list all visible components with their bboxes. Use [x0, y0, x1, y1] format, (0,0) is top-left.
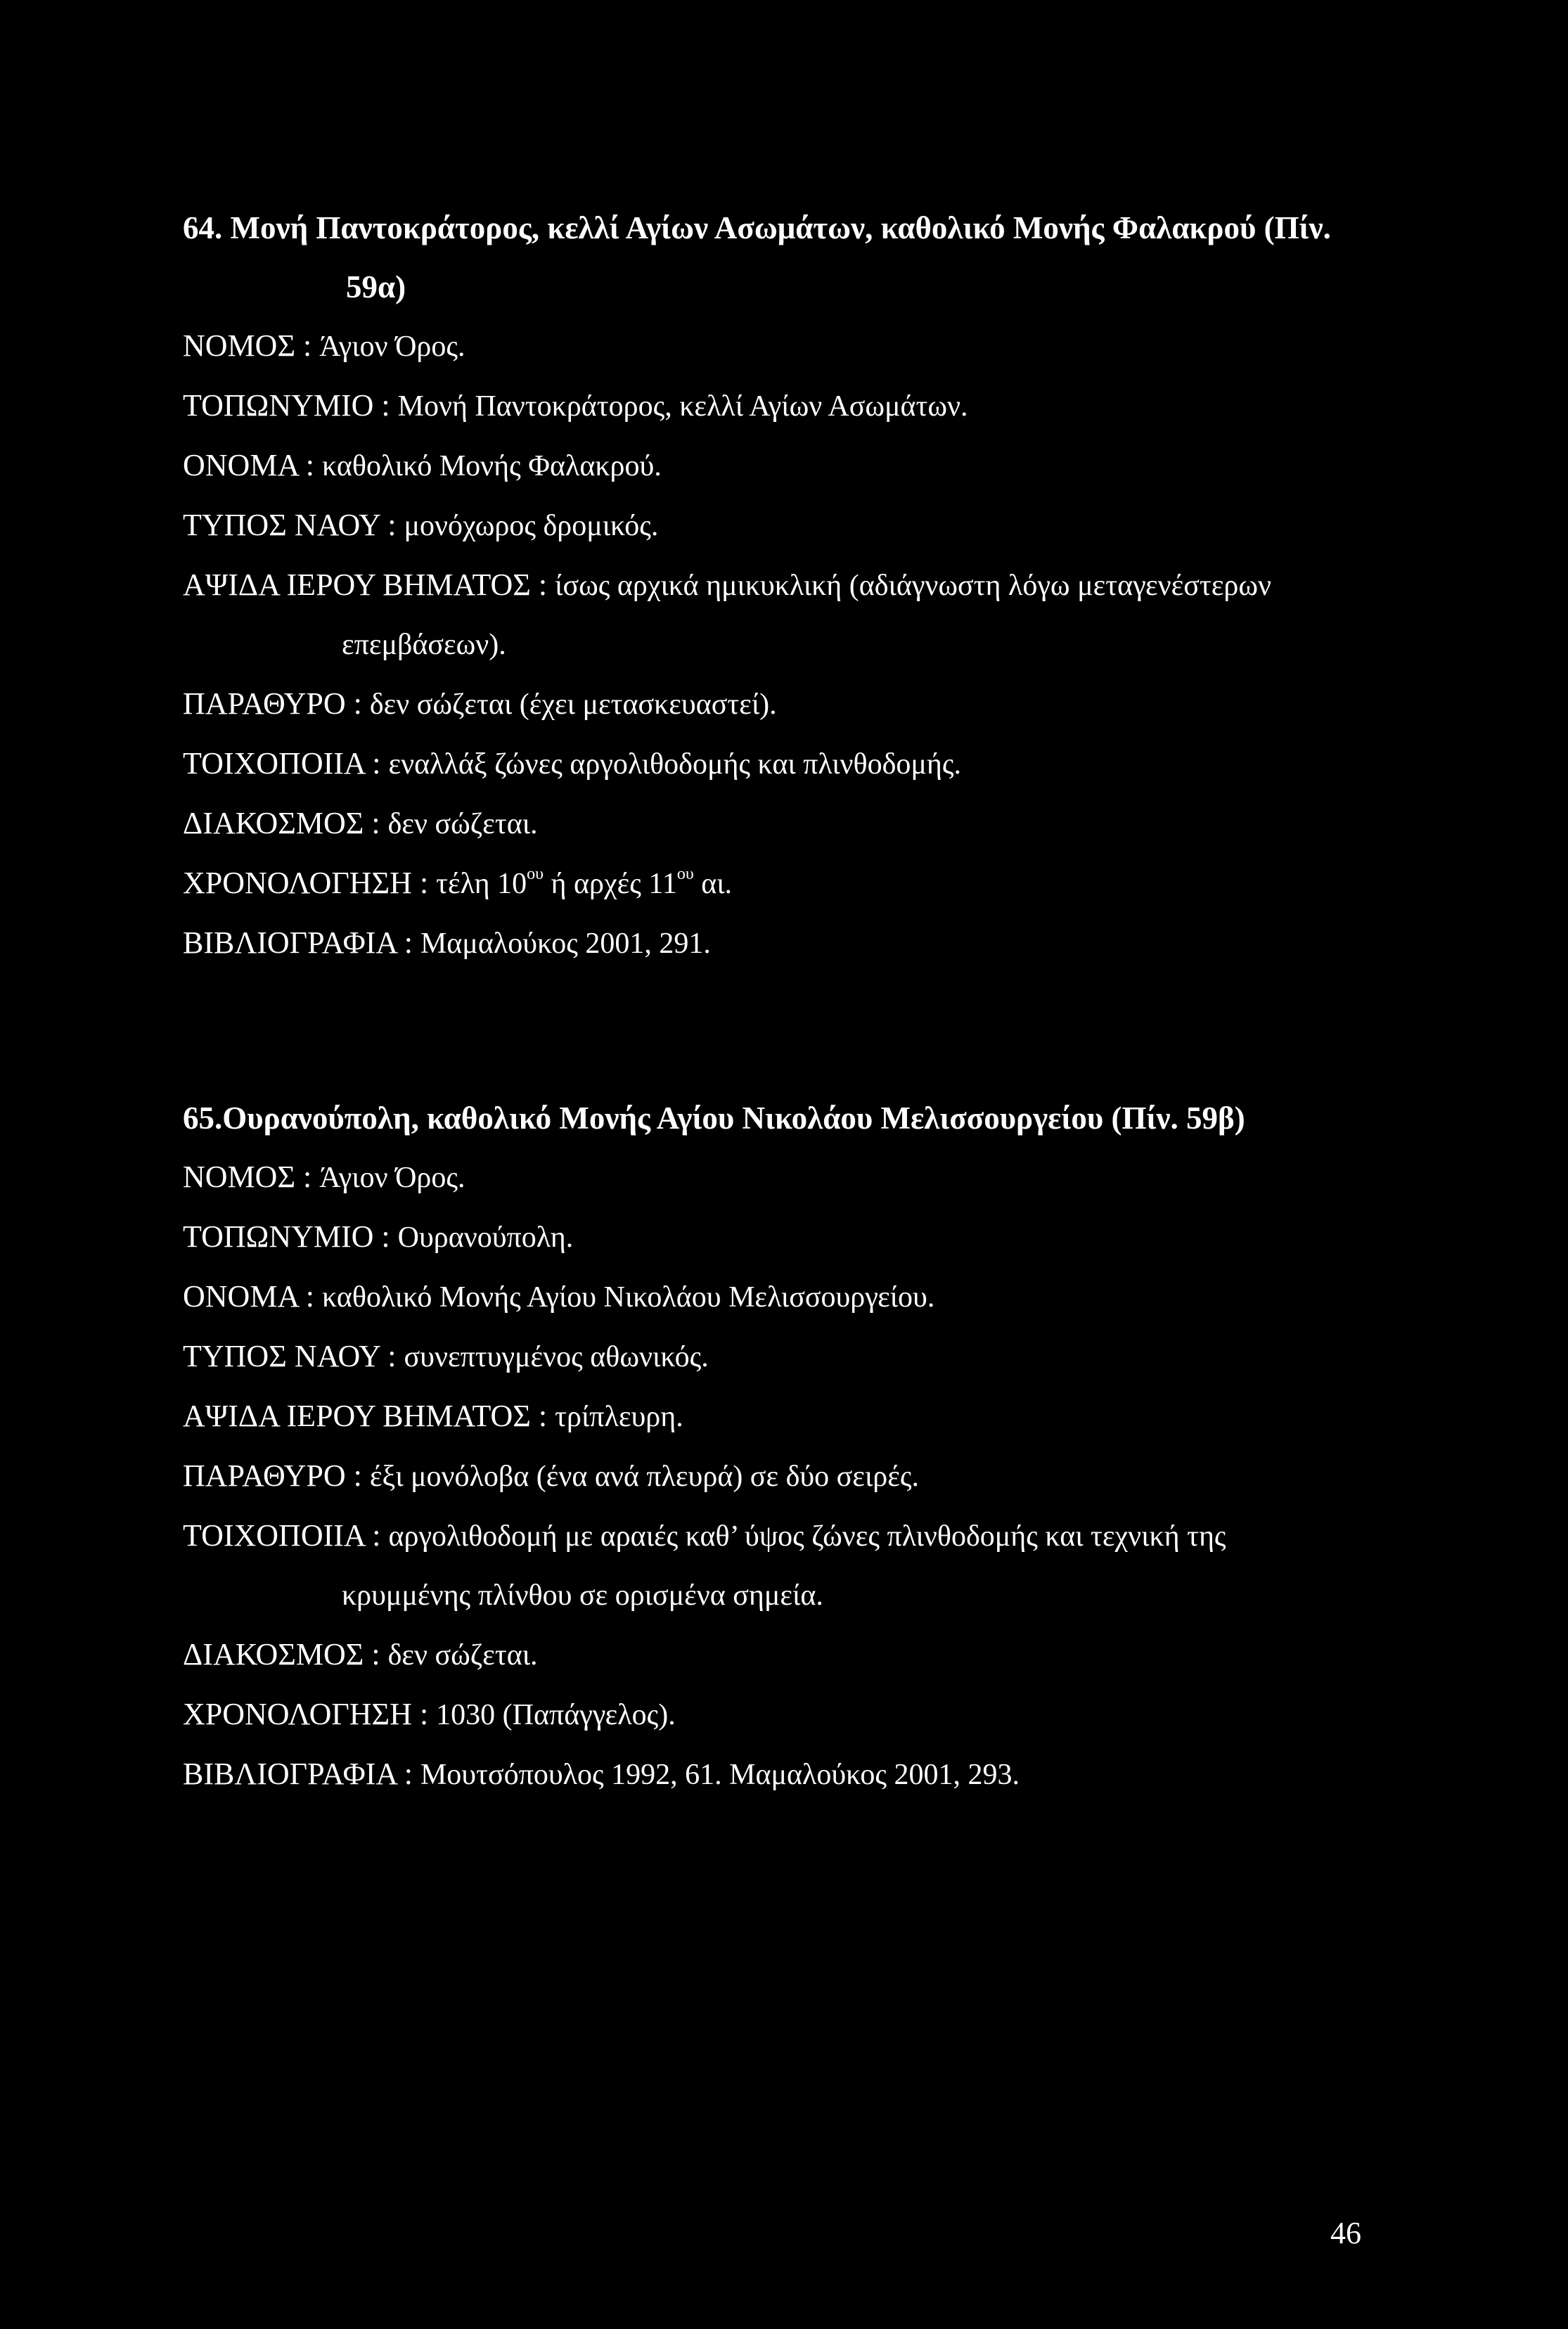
entry-heading: 64. Μονή Παντοκράτορος, κελλί Αγίων Ασωμάτων, καθολικό Μονής Φαλακρού (Πίν. — [183, 210, 1331, 245]
field-value — [436, 865, 733, 900]
field-toichopoiia — [183, 734, 1413, 794]
catalog-entry-64 — [183, 198, 1413, 973]
field-typos-naou — [183, 1327, 1413, 1387]
page-number: 46 — [1330, 2216, 1361, 2250]
ordinal-superscript: ου — [676, 865, 694, 883]
field-label: ΔΙΑΚΟΣΜΟΣ : — [183, 806, 380, 840]
field-value: Μουτσόπουλος 1992, 61. Μαμαλούκος 2001, 293. — [420, 1759, 1020, 1791]
field-label: ΤΟΙΧΟΠΟΙΙΑ : — [183, 746, 381, 781]
entry-heading-continuation: 59α) — [346, 269, 406, 304]
field-label: ΔΙΑΚΟΣΜΟΣ : — [183, 1637, 380, 1672]
ordinal-superscript: ου — [527, 865, 544, 883]
field-typos-naou — [183, 496, 1413, 556]
field-value: Ουρανούπολη. — [397, 1221, 574, 1254]
century-text: ή αρχές 11 — [544, 868, 677, 900]
field-value: μονόχωρος δρομικός. — [404, 510, 659, 542]
field-label: ΑΨΙΔΑ ΙΕΡΟΥ ΒΗΜΑΤΟΣ : — [183, 1399, 548, 1433]
field-chronologisi — [183, 1685, 1413, 1745]
field-label: ΟΝΟΜΑ : — [183, 1279, 315, 1314]
catalog-entry-65 — [183, 1089, 1413, 1804]
field-value: τρίπλευρη. — [555, 1401, 683, 1433]
field-diakosmos — [183, 794, 1413, 854]
field-diakosmos — [183, 1625, 1413, 1685]
century-text: τέλη 10 — [436, 868, 527, 900]
field-label: ΑΨΙΔΑ ΙΕΡΟΥ ΒΗΜΑΤΟΣ : — [183, 567, 548, 602]
entry-heading: 65.Ουρανούπολη, καθολικό Μονής Αγίου Νικολάου Μελισσουργείου (Πίν. 59β) — [183, 1101, 1245, 1136]
field-value: 1030 (Παπάγγελος). — [436, 1699, 676, 1731]
field-value: δεν σώζεται. — [387, 1639, 538, 1672]
field-label: ΟΝΟΜΑ : — [183, 448, 315, 482]
field-parathyro — [183, 1446, 1413, 1506]
field-value: Άγιον Όρος. — [319, 1162, 465, 1194]
field-value: Μαμαλούκος 2001, 291. — [420, 928, 711, 960]
field-onoma — [183, 436, 1413, 496]
field-label: ΧΡΟΝΟΛΟΓΗΣΗ : — [183, 1697, 429, 1731]
field-vivliografia — [183, 1745, 1413, 1804]
field-apsida — [183, 1387, 1413, 1446]
field-onoma — [183, 1267, 1413, 1327]
field-toponymio — [183, 376, 1413, 436]
field-label: ΠΑΡΑΘΥΡΟ : — [183, 1458, 362, 1493]
field-label: ΝΟΜΟΣ : — [183, 1160, 312, 1194]
field-label: ΤΟΙΧΟΠΟΙΙΑ : — [183, 1518, 381, 1553]
field-nomos — [183, 316, 1413, 376]
field-apsida — [183, 556, 1413, 615]
field-nomos — [183, 1148, 1413, 1207]
field-label: ΤΟΠΩΝΥΜΙΟ : — [183, 388, 390, 423]
field-parathyro — [183, 674, 1413, 734]
field-label: ΝΟΜΟΣ : — [183, 328, 312, 363]
field-label: ΤΥΠΟΣ ΝΑΟΥ : — [183, 508, 397, 542]
field-value: Άγιον Όρος. — [319, 331, 465, 363]
field-toichopoiia — [183, 1506, 1413, 1566]
field-value: εναλλάξ ζώνες αργολιθοδομής και πλινθοδομής. — [388, 748, 962, 781]
century-text: αι. — [693, 868, 733, 900]
field-chronologisi — [183, 854, 1413, 913]
field-value: αργολιθοδομή με αραιές καθ’ ύψος ζώνες πλινθοδομής και τεχνική της — [388, 1520, 1226, 1553]
field-value: Μονή Παντοκράτορος, κελλί Αγίων Ασωμάτων. — [397, 390, 968, 423]
field-label: ΤΟΠΩΝΥΜΙΟ : — [183, 1219, 390, 1254]
field-value: δεν σώζεται (έχει μετασκευαστεί). — [369, 688, 777, 721]
field-label: ΤΥΠΟΣ ΝΑΟΥ : — [183, 1339, 397, 1373]
field-label: ΒΙΒΛΙΟΓΡΑΦΙΑ : — [183, 1757, 413, 1791]
field-value: καθολικό Μονής Αγίου Νικολάου Μελισσουργείου. — [322, 1281, 935, 1314]
field-value: καθολικό Μονής Φαλακρού. — [322, 450, 662, 482]
field-vivliografia — [183, 913, 1413, 973]
field-label: ΠΑΡΑΘΥΡΟ : — [183, 686, 362, 721]
field-value: συνεπτυγμένος αθωνικός. — [404, 1341, 709, 1373]
field-value: δεν σώζεται. — [387, 808, 538, 840]
field-value: έξι μονόλοβα (ένα ανά πλευρά) σε δύο σειρές. — [369, 1461, 919, 1493]
field-toponymio — [183, 1207, 1413, 1267]
field-value: ίσως αρχικά ημικυκλική (αδιάγνωστη λόγω μεταγενέστερων — [555, 570, 1271, 602]
field-toichopoiia-continuation: κρυμμένης πλίνθου σε ορισμένα σημεία. — [342, 1579, 823, 1612]
field-label: ΒΙΒΛΙΟΓΡΑΦΙΑ : — [183, 925, 413, 960]
field-label: ΧΡΟΝΟΛΟΓΗΣΗ : — [183, 866, 429, 900]
field-apsida-continuation: επεμβάσεων). — [342, 629, 506, 661]
